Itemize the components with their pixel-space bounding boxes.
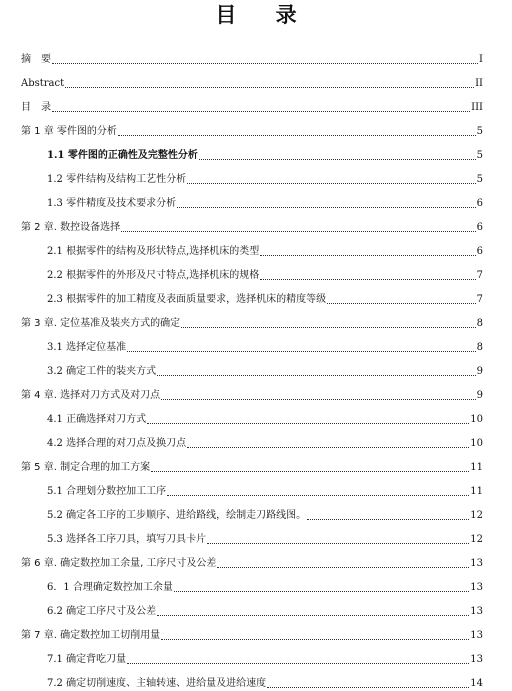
toc-dot-leader <box>127 662 469 664</box>
toc-entry-label: 6．1 合理确定数控加工余量 <box>47 582 173 593</box>
toc-dot-leader <box>267 686 469 688</box>
toc-entry-label: 第 5 章. 制定合理的加工方案 <box>21 462 151 473</box>
toc-entry-label: 目 录 <box>21 102 51 113</box>
toc-entry[interactable] <box>0 410 512 426</box>
toc-entry[interactable] <box>0 98 512 114</box>
toc-entry-label: 7.2 确定切削速度、主轴转速、进给量及进给速度 <box>47 678 267 689</box>
toc-entry-page-number: III <box>471 102 483 113</box>
toc-entry-page-number: 5 <box>476 126 483 137</box>
toc-entry-label: 3.1 选择定位基准 <box>47 342 127 353</box>
toc-entry[interactable] <box>0 482 512 498</box>
toc-entry-page-number: 13 <box>470 606 483 617</box>
toc-entry[interactable] <box>0 578 512 594</box>
toc-entry[interactable] <box>0 74 512 90</box>
toc-entry-page-number: 12 <box>470 534 483 545</box>
toc-entry-page-number: 7 <box>476 294 483 305</box>
toc-entry-page-number: 10 <box>470 438 483 449</box>
toc-entry-page-number: 9 <box>476 366 483 377</box>
toc-dot-leader <box>157 374 476 376</box>
toc-entry-label: 4.2 选择合理的对刀点及换刀点 <box>47 438 187 449</box>
toc-entry[interactable] <box>0 146 512 162</box>
toc-entry[interactable] <box>0 218 512 234</box>
toc-entry-label: 2.3 根据零件的加工精度及表面质量要求，选择机床的精度等级 <box>47 294 327 305</box>
toc-entry[interactable] <box>0 554 512 570</box>
toc-dot-leader <box>177 206 476 208</box>
toc-dot-leader <box>161 398 476 400</box>
toc-dot-leader <box>260 254 475 256</box>
toc-dot-leader <box>52 110 470 112</box>
toc-entry-label: 摘 要 <box>21 54 51 65</box>
toc-dot-leader <box>199 158 476 160</box>
toc-entry[interactable] <box>0 506 512 522</box>
toc-entry-page-number: 10 <box>470 414 483 425</box>
toc-entry[interactable] <box>0 674 512 690</box>
toc-entry-label: 5.2 确定各工序的工步顺序、进给路线，绘制走刀路线图。 <box>47 510 307 521</box>
toc-entry-label: 2.2 根据零件的外形及尺寸特点,选择机床的规格 <box>47 270 260 281</box>
toc-dot-leader <box>327 302 476 304</box>
toc-dot-leader <box>52 62 478 64</box>
toc-entry-label: 第 2 章. 数控设备选择 <box>21 222 121 233</box>
toc-title: 目 录 <box>215 3 313 27</box>
toc-entry[interactable] <box>0 362 512 378</box>
toc-entry-page-number: 13 <box>470 654 483 665</box>
toc-entry-label: 6.2 确定工序尺寸及公差 <box>47 606 157 617</box>
toc-entry-label: 2.1 根据零件的结构及形状特点,选择机床的类型 <box>47 246 260 257</box>
toc-dot-leader <box>217 566 469 568</box>
toc-entry[interactable] <box>0 650 512 666</box>
toc-entry-page-number: 6 <box>476 198 483 209</box>
toc-dot-leader <box>174 590 469 592</box>
toc-dot-leader <box>147 422 469 424</box>
toc-entry-page-number: 14 <box>470 678 483 689</box>
toc-entry-page-number: 6 <box>476 222 483 233</box>
toc-dot-leader <box>127 350 476 352</box>
toc-entry-page-number: 8 <box>476 318 483 329</box>
toc-entry[interactable] <box>0 434 512 450</box>
toc-entry-page-number: 6 <box>476 246 483 257</box>
toc-entry[interactable] <box>0 338 512 354</box>
toc-entry-page-number: I <box>479 54 483 65</box>
toc-entry-label: 1.3 零件精度及技术要求分析 <box>47 198 177 209</box>
toc-entry-page-number: 13 <box>470 582 483 593</box>
toc-entry-page-number: 11 <box>470 462 483 473</box>
toc-entry-label: 5.3 选择各工序刀具，填写刀具卡片 <box>47 534 207 545</box>
toc-entry-label: 4.1 正确选择对刀方式 <box>47 414 147 425</box>
toc-entry[interactable] <box>0 458 512 474</box>
toc-entry-label: 5.1 合理划分数控加工工序 <box>47 486 167 497</box>
toc-entry-page-number: 9 <box>476 390 483 401</box>
toc-entry-label: 第 1 章 零件图的分析 <box>21 126 117 137</box>
toc-entry[interactable] <box>0 626 512 642</box>
toc-entry-label: 1.1 零件图的正确性及完整性分析 <box>47 150 198 161</box>
toc-entry-page-number: II <box>475 78 483 89</box>
toc-entry[interactable] <box>0 242 512 258</box>
toc-entry-label: 第 3 章. 定位基准及装夹方式的确定 <box>21 318 181 329</box>
toc-entry[interactable] <box>0 602 512 618</box>
toc-dot-leader <box>151 470 469 472</box>
toc-entry-label: Abstract <box>21 78 65 89</box>
toc-entry[interactable] <box>0 290 512 306</box>
toc-entry[interactable] <box>0 266 512 282</box>
toc-entry[interactable] <box>0 194 512 210</box>
toc-dot-leader <box>181 326 476 328</box>
toc-entry-page-number: 7 <box>476 270 483 281</box>
toc-dot-leader <box>207 542 469 544</box>
toc-entry-page-number: 5 <box>476 150 483 161</box>
toc-entry[interactable] <box>0 50 512 66</box>
toc-entry-label: 第 7 章. 确定数控加工切削用量 <box>21 630 161 641</box>
toc-entry-label: 第 6 章. 确定数控加工余量, 工序尺寸及公差 <box>21 558 217 569</box>
toc-entry-page-number: 12 <box>470 510 483 521</box>
toc-dot-leader <box>307 518 469 520</box>
toc-entry[interactable] <box>0 122 512 138</box>
toc-dot-leader <box>65 86 474 88</box>
toc-dot-leader <box>121 230 476 232</box>
toc-entry-page-number: 5 <box>476 174 483 185</box>
toc-entry[interactable] <box>0 314 512 330</box>
toc-dot-leader <box>167 494 469 496</box>
toc-entry-page-number: 8 <box>476 342 483 353</box>
toc-dot-leader <box>187 446 469 448</box>
toc-dot-leader <box>118 134 476 136</box>
toc-entry-label: 第 4 章. 选择对刀方式及对刀点 <box>21 390 161 401</box>
toc-entry[interactable] <box>0 170 512 186</box>
toc-entry-label: 3.2 确定工件的装夹方式 <box>47 366 157 377</box>
toc-dot-leader <box>187 182 476 184</box>
toc-dot-leader <box>260 278 475 280</box>
toc-entry[interactable] <box>0 530 512 546</box>
toc-dot-leader <box>157 614 469 616</box>
toc-entry-page-number: 13 <box>470 630 483 641</box>
toc-entry-page-number: 11 <box>470 486 483 497</box>
toc-entry[interactable] <box>0 386 512 402</box>
toc-entry-label: 1.2 零件结构及结构工艺性分析 <box>47 174 187 185</box>
toc-entry-page-number: 13 <box>470 558 483 569</box>
toc-dot-leader <box>161 638 469 640</box>
toc-entry-label: 7.1 确定背吃刀量 <box>47 654 127 665</box>
